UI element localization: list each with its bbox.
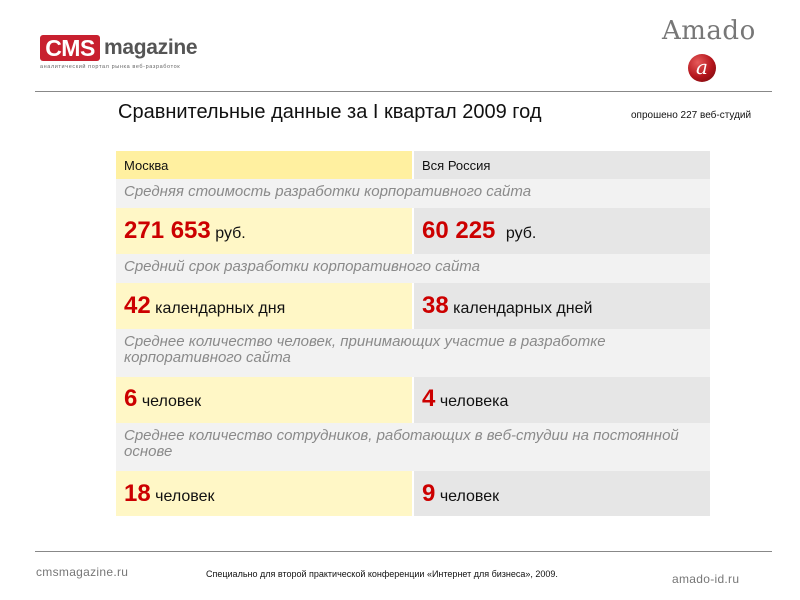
- moscow-unit: человек: [141, 393, 202, 410]
- russia-value: 60 225: [422, 217, 496, 244]
- moscow-value-cell: [116, 377, 412, 423]
- russia-value: 4: [422, 385, 436, 412]
- table-header-row: [116, 151, 710, 179]
- cms-logo-tagline: аналитический портал рынка веб-разработок: [40, 64, 181, 70]
- amado-logo-word: Amado: [662, 16, 756, 46]
- bottom-divider: [35, 551, 772, 552]
- cms-logo-box: CMS: [40, 35, 100, 61]
- moscow-value: 6: [124, 385, 138, 412]
- metric-label: Средний срок разработки корпоративного сайта: [116, 254, 710, 283]
- cms-logo-word: magazine: [104, 36, 198, 59]
- comparison-table: [116, 151, 710, 516]
- russia-value: 38: [422, 292, 449, 319]
- table-row: [116, 208, 710, 254]
- header-cell-moscow: [116, 151, 412, 179]
- column-header-moscow: Москва: [124, 158, 169, 173]
- moscow-value: 42: [124, 292, 151, 319]
- cms-magazine-logo: [40, 35, 210, 75]
- footer-note: Специально для второй практической конференции «Интернет для бизнеса», 2009.: [206, 569, 558, 579]
- moscow-value-cell: [116, 208, 412, 254]
- moscow-unit: человек: [155, 488, 215, 505]
- russia-unit: руб.: [505, 225, 537, 242]
- moscow-value: 18: [124, 480, 151, 507]
- russia-unit: человек: [439, 488, 500, 505]
- survey-note: опрошено 227 веб-студий: [631, 110, 752, 121]
- russia-value-cell: [414, 283, 710, 329]
- page-title: Сравнительные данные за I квартал 2009 год: [118, 101, 542, 123]
- russia-unit: календарных дней: [453, 300, 593, 317]
- table-row: [116, 471, 710, 516]
- table-row: [116, 283, 710, 329]
- moscow-unit: руб.: [215, 225, 246, 242]
- column-header-russia: Вся Россия: [422, 158, 491, 173]
- russia-value: 9: [422, 480, 436, 507]
- metric-label: Среднее количество сотрудников, работающих в веб-студии на постоянной основе: [116, 423, 710, 471]
- amado-logo: [650, 14, 760, 90]
- moscow-value: 271 653: [124, 217, 211, 244]
- moscow-value-cell: [116, 283, 412, 329]
- table-row: [116, 377, 710, 423]
- moscow-unit: календарных дня: [155, 300, 286, 317]
- header-cell-russia: [414, 151, 710, 179]
- moscow-value-cell: [116, 471, 412, 516]
- amado-logo-icon: a: [688, 54, 716, 82]
- footer-site-amado: amado-id.ru: [672, 572, 740, 586]
- russia-unit: человека: [439, 393, 509, 410]
- russia-value-cell: [414, 471, 710, 516]
- russia-value-cell: [414, 208, 710, 254]
- top-divider: [35, 91, 772, 92]
- russia-value-cell: [414, 377, 710, 423]
- footer-site-cmsmagazine: cmsmagazine.ru: [36, 565, 129, 579]
- metric-label: Среднее количество человек, принимающих участие в разработке корпоративного сайта: [116, 329, 710, 377]
- metric-label: Средняя стоимость разработки корпоративного сайта: [116, 179, 710, 208]
